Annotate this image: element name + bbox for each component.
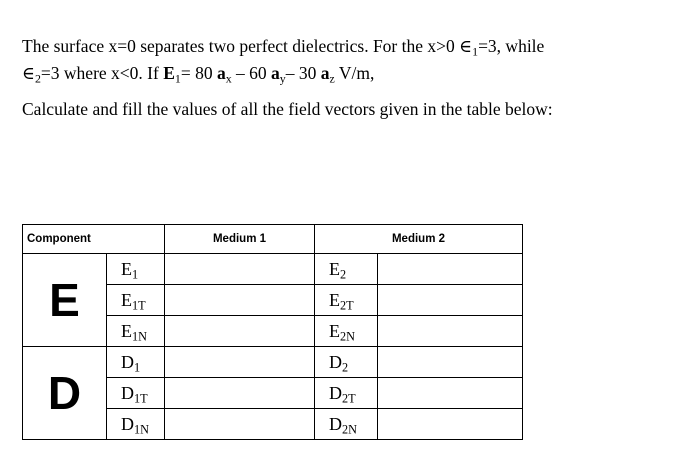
instruction-text: Calculate and fill the values of all the field vectors given in the table below: [22,99,553,119]
medium-1-label: $D_{1N}$ [107,409,165,440]
component-symbol-d: D [23,347,107,440]
medium-1-value-cell[interactable] [165,409,315,440]
medium-2-label: $D_2$ [315,347,378,378]
table-header-row [23,225,523,254]
medium-2-value-cell[interactable] [378,347,523,378]
medium-1-label: $E_{1N}$ [107,316,165,347]
problem-line-2: $\in_2=3$ where x<0. If $E_1= 80$ $a_x - 60$ $a_y-$ 30 $a_z$ V/m, [22,63,375,86]
table-row [23,254,523,285]
medium-1-value-cell[interactable] [165,378,315,409]
component-symbol-e: E [23,254,107,347]
header-medium-1: Medium 1 [165,225,315,254]
medium-2-label: $E_2$ [315,254,378,285]
medium-2-label: $E_{2N}$ [315,316,378,347]
medium-2-value-cell[interactable] [378,285,523,316]
medium-1-label: $D_{1T}$ [107,378,165,409]
header-medium-2: Medium 2 [315,225,523,254]
table-row [23,347,523,378]
problem-statement [22,33,672,123]
medium-1-value-cell[interactable] [165,316,315,347]
medium-1-value-cell[interactable] [165,285,315,316]
medium-2-value-cell[interactable] [378,378,523,409]
field-vector-table [22,224,523,440]
medium-2-value-cell[interactable] [378,409,523,440]
medium-2-value-cell[interactable] [378,316,523,347]
medium-2-label: $D_{2T}$ [315,378,378,409]
medium-1-label: $D_1$ [107,347,165,378]
medium-1-label: $E_1$ [107,254,165,285]
medium-2-label: $E_{2T}$ [315,285,378,316]
medium-1-label: $E_{1T}$ [107,285,165,316]
medium-2-value-cell[interactable] [378,254,523,285]
header-component: Component [23,225,165,254]
medium-1-value-cell[interactable] [165,254,315,285]
medium-2-label: $D_{2N}$ [315,409,378,440]
medium-1-value-cell[interactable] [165,347,315,378]
problem-line-1: The surface x=0 separates two perfect dielectrics. For the x>0 $\in_1=3$, while [22,36,545,59]
